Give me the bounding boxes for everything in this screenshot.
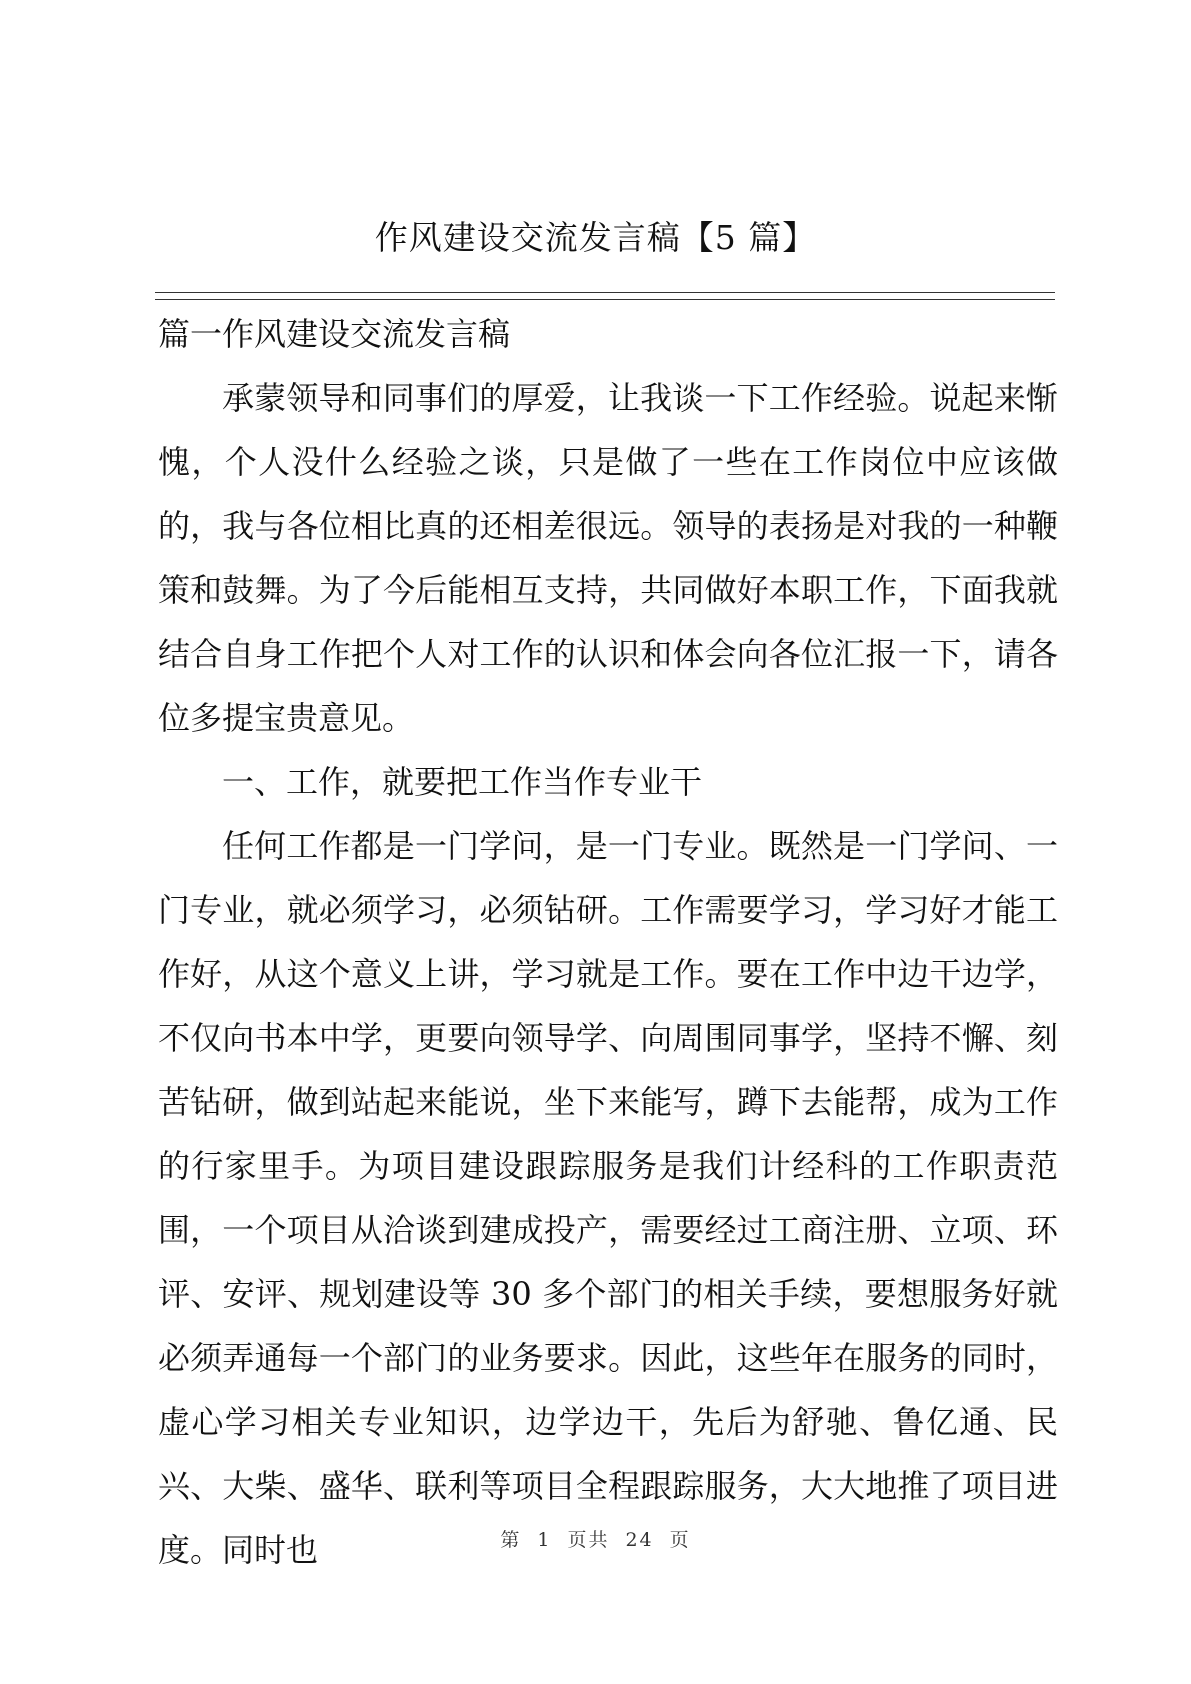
footer-prefix: 第 bbox=[500, 1529, 522, 1551]
footer-suffix: 页 bbox=[669, 1529, 691, 1551]
footer-middle: 页共 bbox=[567, 1529, 610, 1551]
title-double-rule bbox=[155, 292, 1055, 300]
footer-total-pages: 24 bbox=[625, 1529, 654, 1551]
paragraph: 任何工作都是一门学问，是一门专业。既然是一门学问、一门专业，就必须学习，必须钻研。工作需要学习，学习好才能工作好，从这个意义上讲，学习就是工作。要在工作中边干边学，不仅向书本中学，更要向领导学、向周围同事学，坚持不懈、刻苦钻研，做到站起来能说，坐下来能写，蹲下去能帮，成为工作的行家里手。为项目建设跟踪服务是我们计经科的工作职责范围，一个项目从洽谈到建成投产，需要经过工商注册、立项、环评、安评、规划建设等 30 多个部门的相关手续，要想服务好就必须弄通每一个部门的业务要求。因此，这些年在服务的同时，虚心学习相关专业知识，边学边干，先后为舒驰、鲁亿通、民兴、大柴、盛华、联利等项目全程跟踪服务，大大地推了项目进度。同时也 bbox=[158, 827, 1058, 1569]
subheading: 一、工作，就要把工作当作专业干 bbox=[222, 763, 703, 801]
section-heading: 篇一作风建设交流发言稿 bbox=[158, 315, 511, 353]
paragraph: 承蒙领导和同事们的厚爱，让我谈一下工作经验。说起来惭愧，个人没什么经验之谈，只是做了一些在工作岗位中应该做的，我与各位相比真的还相差很远。领导的表扬是对我的一种鞭策和鼓舞。为了今后能相互支持，共同做好本职工作，下面我就结合自身工作把个人对工作的认识和体会向各位汇报一下，请各位多提宝贵意见。 bbox=[158, 379, 1058, 737]
document-title: 作风建设交流发言稿【5 篇】 bbox=[374, 218, 817, 257]
footer-page-number: 1 bbox=[537, 1529, 552, 1551]
document-body bbox=[158, 302, 1058, 1582]
page-footer bbox=[0, 1525, 1191, 1552]
